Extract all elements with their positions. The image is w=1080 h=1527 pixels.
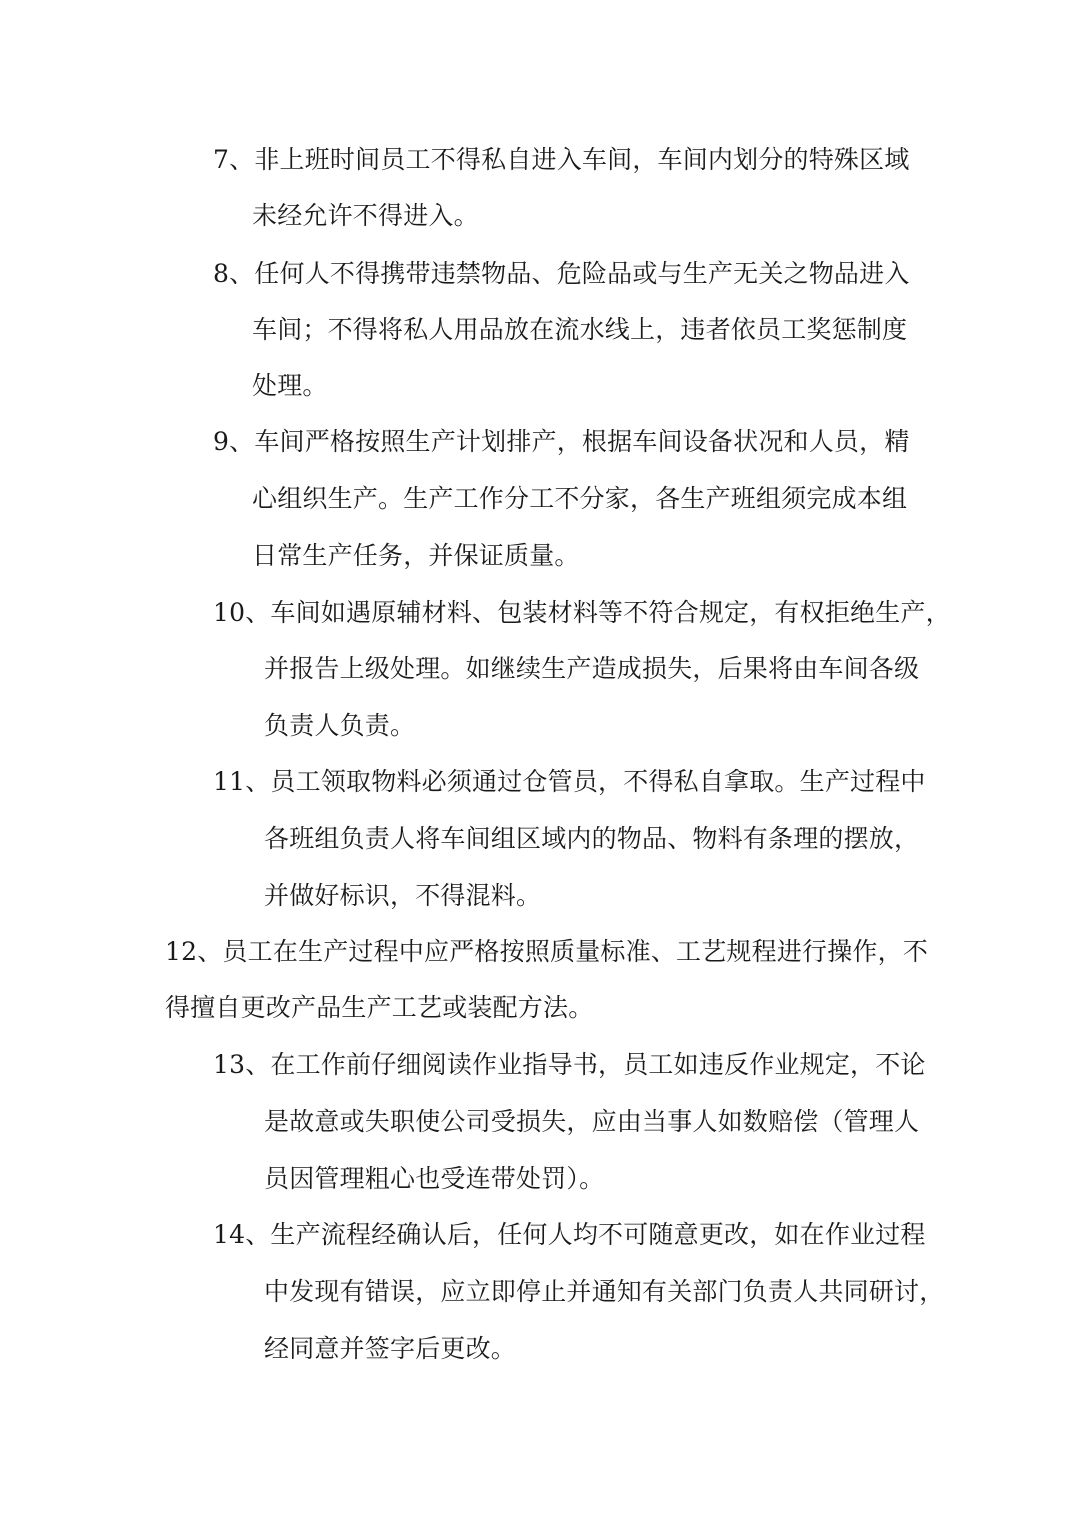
- item-10-line-1: [213, 597, 951, 629]
- item-text: 员工领取物料必须通过仓管员，不得私自拿取。生产过程中: [270, 767, 926, 796]
- item-text: 非上班时间员工不得私自进入车间，车间内划分的特殊区域: [254, 145, 910, 174]
- item-13-line-2: 是故意或失职使公司受损失，应由当事人如数赔偿（管理人: [264, 1107, 920, 1136]
- item-7-line-1: [213, 144, 910, 176]
- item-11-line-1: [213, 766, 926, 798]
- item-number: 11、: [213, 767, 271, 796]
- item-9-line-2: 心组织生产。生产工作分工不分家，各生产班组须完成本组: [252, 484, 908, 513]
- item-text: 生产流程经确认后，任何人均不可随意更改，如在作业过程: [270, 1220, 926, 1249]
- item-14-line-3: 经同意并签字后更改。: [264, 1334, 517, 1363]
- item-10-line-2: 并报告上级处理。如继续生产造成损失，后果将由车间各级: [264, 654, 920, 683]
- item-text: 员工在生产过程中应严格按照质量标准、工艺规程进行操作，不: [222, 937, 929, 966]
- item-number: 12、: [165, 937, 223, 966]
- item-8-line-3: 处理。: [252, 371, 328, 400]
- item-number: 7、: [213, 145, 255, 174]
- item-8-line-1: [213, 258, 910, 290]
- item-14-line-1: [213, 1219, 926, 1251]
- item-7-line-2: 未经允许不得进入。: [252, 201, 479, 230]
- item-12-line-2: 得擅自更改产品生产工艺或装配方法。: [165, 993, 594, 1022]
- item-number: 14、: [213, 1220, 271, 1249]
- item-14-line-2: 中发现有错误，应立即停止并通知有关部门负责人共同研讨，: [264, 1277, 945, 1306]
- item-text: 车间严格按照生产计划排产，根据车间设备状况和人员，精: [254, 427, 910, 456]
- item-text: 任何人不得携带违禁物品、危险品或与生产无关之物品进入: [254, 259, 910, 288]
- item-8-line-2: 车间；不得将私人用品放在流水线上，违者依员工奖惩制度: [252, 315, 908, 344]
- item-11-line-2: 各班组负责人将车间组区域内的物品、物料有条理的摆放，: [264, 824, 920, 853]
- item-number: 10、: [213, 598, 271, 627]
- item-number: 8、: [213, 259, 255, 288]
- item-12-line-1: [165, 936, 928, 968]
- item-9-line-3: 日常生产任务，并保证质量。: [252, 541, 580, 570]
- item-text: 车间如遇原辅材料、包装材料等不符合规定，有权拒绝生产，: [270, 598, 951, 627]
- item-number: 13、: [213, 1050, 271, 1079]
- item-13-line-3: 员因管理粗心也受连带处罚）。: [264, 1164, 605, 1193]
- item-9-line-1: [213, 426, 910, 458]
- item-11-line-3: 并做好标识，不得混料。: [264, 881, 542, 910]
- item-10-line-3: 负责人负责。: [264, 711, 416, 740]
- item-number: 9、: [213, 427, 255, 456]
- item-text: 在工作前仔细阅读作业指导书，员工如违反作业规定，不论: [270, 1050, 926, 1079]
- item-13-line-1: [213, 1049, 926, 1081]
